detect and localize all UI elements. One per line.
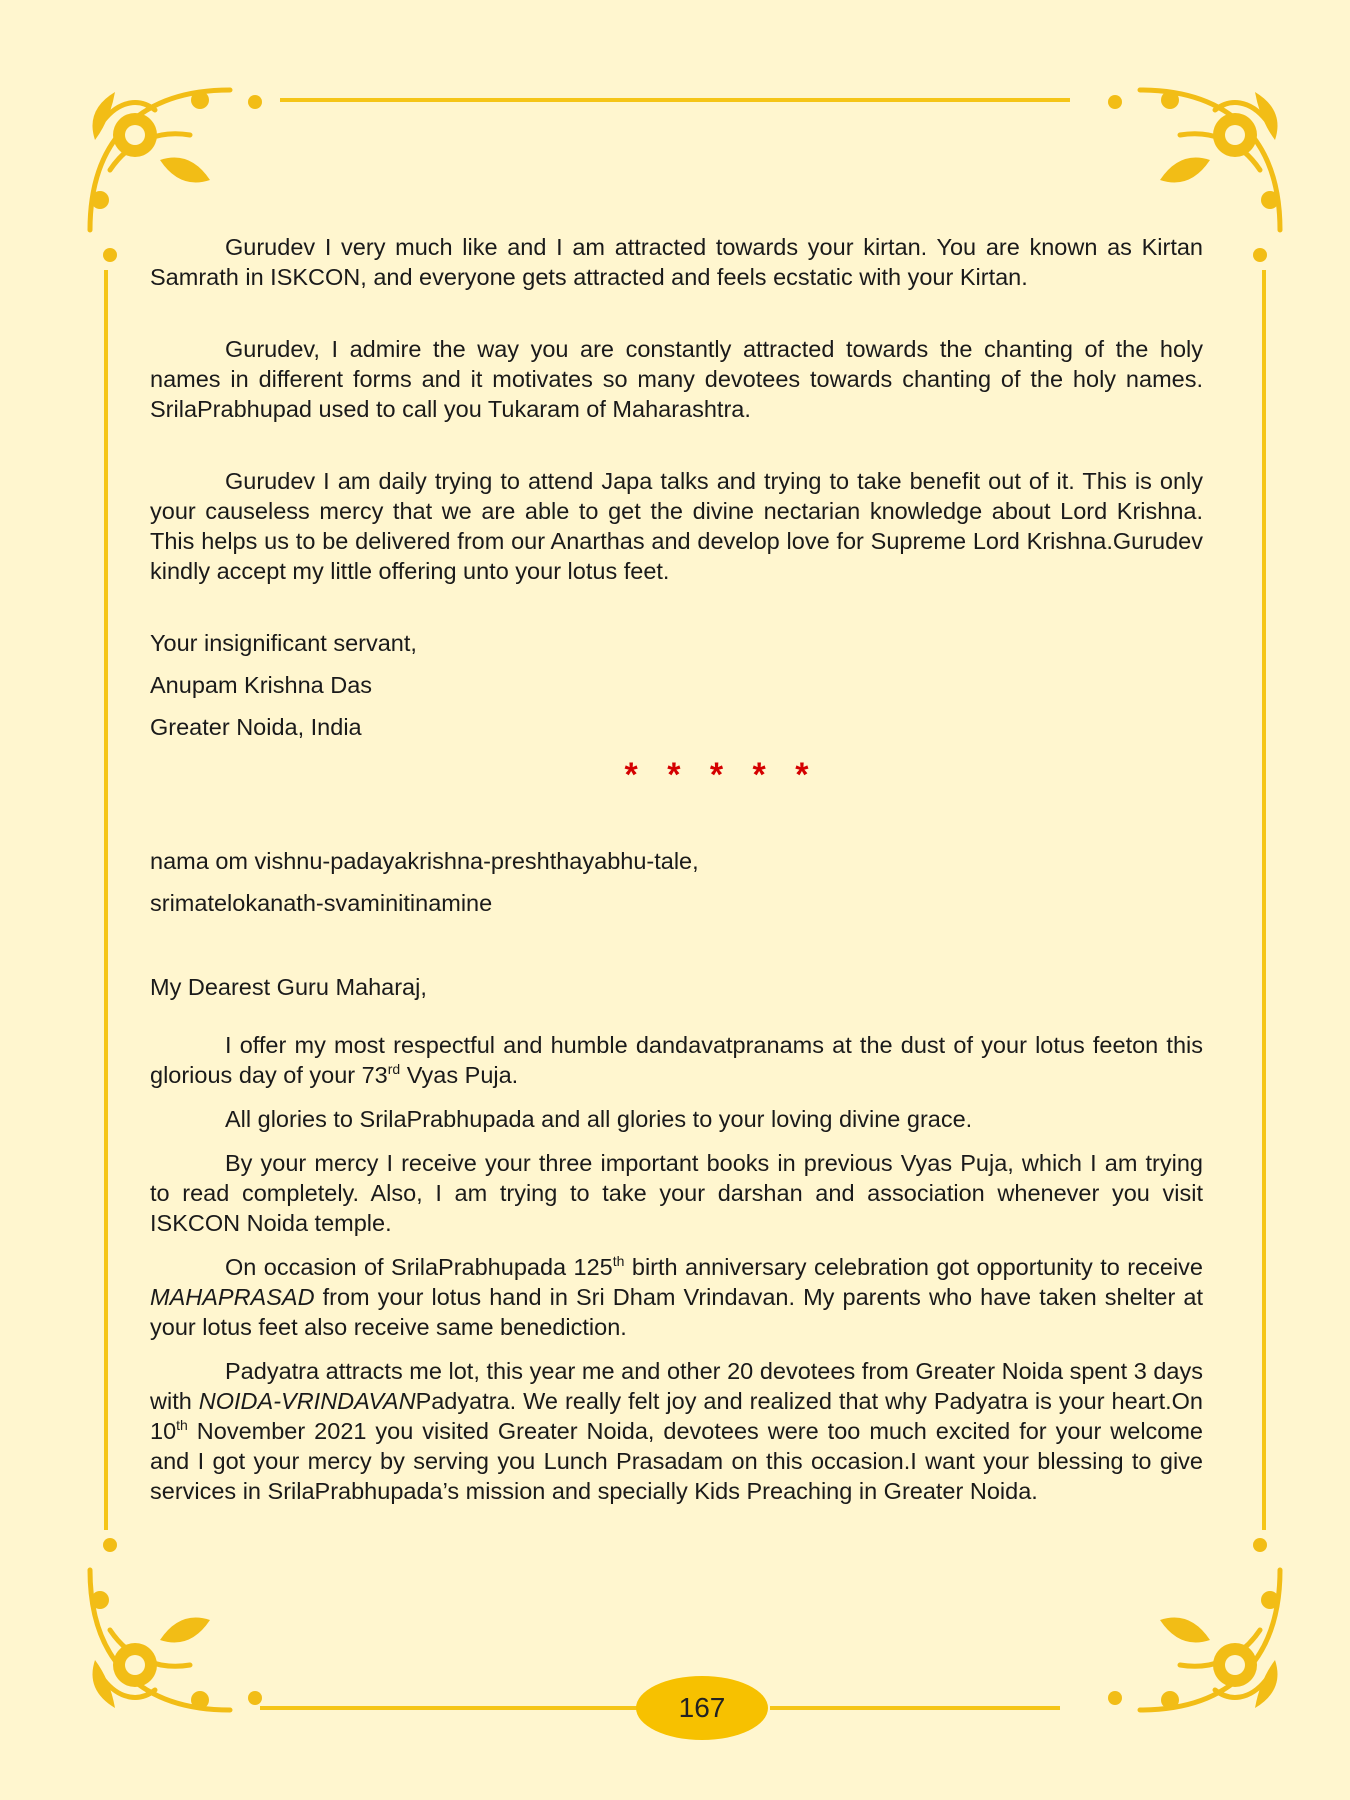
mantra-block bbox=[150, 846, 1203, 918]
ornamental-corner-icon bbox=[1090, 1520, 1290, 1720]
section-separator: * * * * * bbox=[624, 756, 819, 794]
salutation: My Dearest Guru Maharaj, bbox=[150, 974, 427, 1000]
paragraph: Padyatra attracts me lot, this year me and other 20 devotees from Greater Noida spent 3 days with NOIDA-VRINDAVANPadyatra. We really felt joy and realized that why Padyatra is your heart.On 10th November 2021 you visited Greater Noida, devotees were too much excited for your welcome and I got your mercy by serving you Lunch Prasadam on this occasion.I want your blessing to give services in SrilaPrabhupada’s mission and specially Kids Preaching in Greater Noida. bbox=[150, 1358, 1203, 1504]
mantra-line: srimatelokanath-svaminitinamine bbox=[150, 890, 493, 916]
paragraph: Gurudev, I admire the way you are constantly attracted towards the chanting of the holy names in different forms and it motivates so many devotees towards chanting of the holy names. SrilaPrabhupad used to call you Tukaram of Maharashtra. bbox=[150, 336, 1203, 422]
page-number: 167 bbox=[636, 1676, 768, 1740]
signature-block bbox=[150, 628, 1203, 742]
signature-location: Greater Noida, India bbox=[150, 714, 362, 740]
mantra-line: nama om vishnu-padayakrishna-preshthayabhu-tale, bbox=[150, 848, 699, 874]
page-content bbox=[150, 232, 1203, 1506]
ornamental-corner-icon bbox=[80, 1520, 280, 1720]
frame-bottom-border-right bbox=[770, 1706, 1060, 1710]
frame-right-border bbox=[1262, 270, 1266, 1530]
paragraph: By your mercy I receive your three important books in previous Vyas Puja, which I am trying to read completely. Also, I am trying to take your darshan and association whenever you visit ISKCON Noida temple. bbox=[150, 1150, 1203, 1236]
paragraph: Gurudev I very much like and I am attracted towards your kirtan. You are known as Kirtan Samrath in ISKCON, and everyone gets attracted and feels ecstatic with your Kirtan. bbox=[150, 234, 1203, 290]
signature-name: Anupam Krishna Das bbox=[150, 672, 373, 698]
frame-top-border bbox=[280, 98, 1070, 102]
frame-left-border bbox=[104, 270, 108, 1530]
paragraph: I offer my most respectful and humble dandavatpranams at the dust of your lotus feeton this glorious day of your 73rd Vyas Puja. bbox=[150, 1032, 1203, 1088]
frame-bottom-border-left bbox=[260, 1706, 640, 1710]
signature-closing: Your insignificant servant, bbox=[150, 630, 417, 656]
paragraph: On occasion of SrilaPrabhupada 125th birth anniversary celebration got opportunity to receive MAHAPRASAD from your lotus hand in Sri Dham Vrindavan. My parents who have taken shelter at your lotus feet also receive same benediction. bbox=[150, 1253, 1203, 1340]
paragraph: Gurudev I am daily trying to attend Japa talks and trying to take benefit out of it. This is only your causeless mercy that we are able to get the divine nectarian knowledge about Lord Krishna. This helps us to be delivered from our Anarthas and develop love for Supreme Lord Krishna.Gurudev kindly accept my little offering unto your lotus feet. bbox=[150, 468, 1203, 584]
paragraph: All glories to SrilaPrabhupada and all glories to your loving divine grace. bbox=[225, 1106, 973, 1132]
